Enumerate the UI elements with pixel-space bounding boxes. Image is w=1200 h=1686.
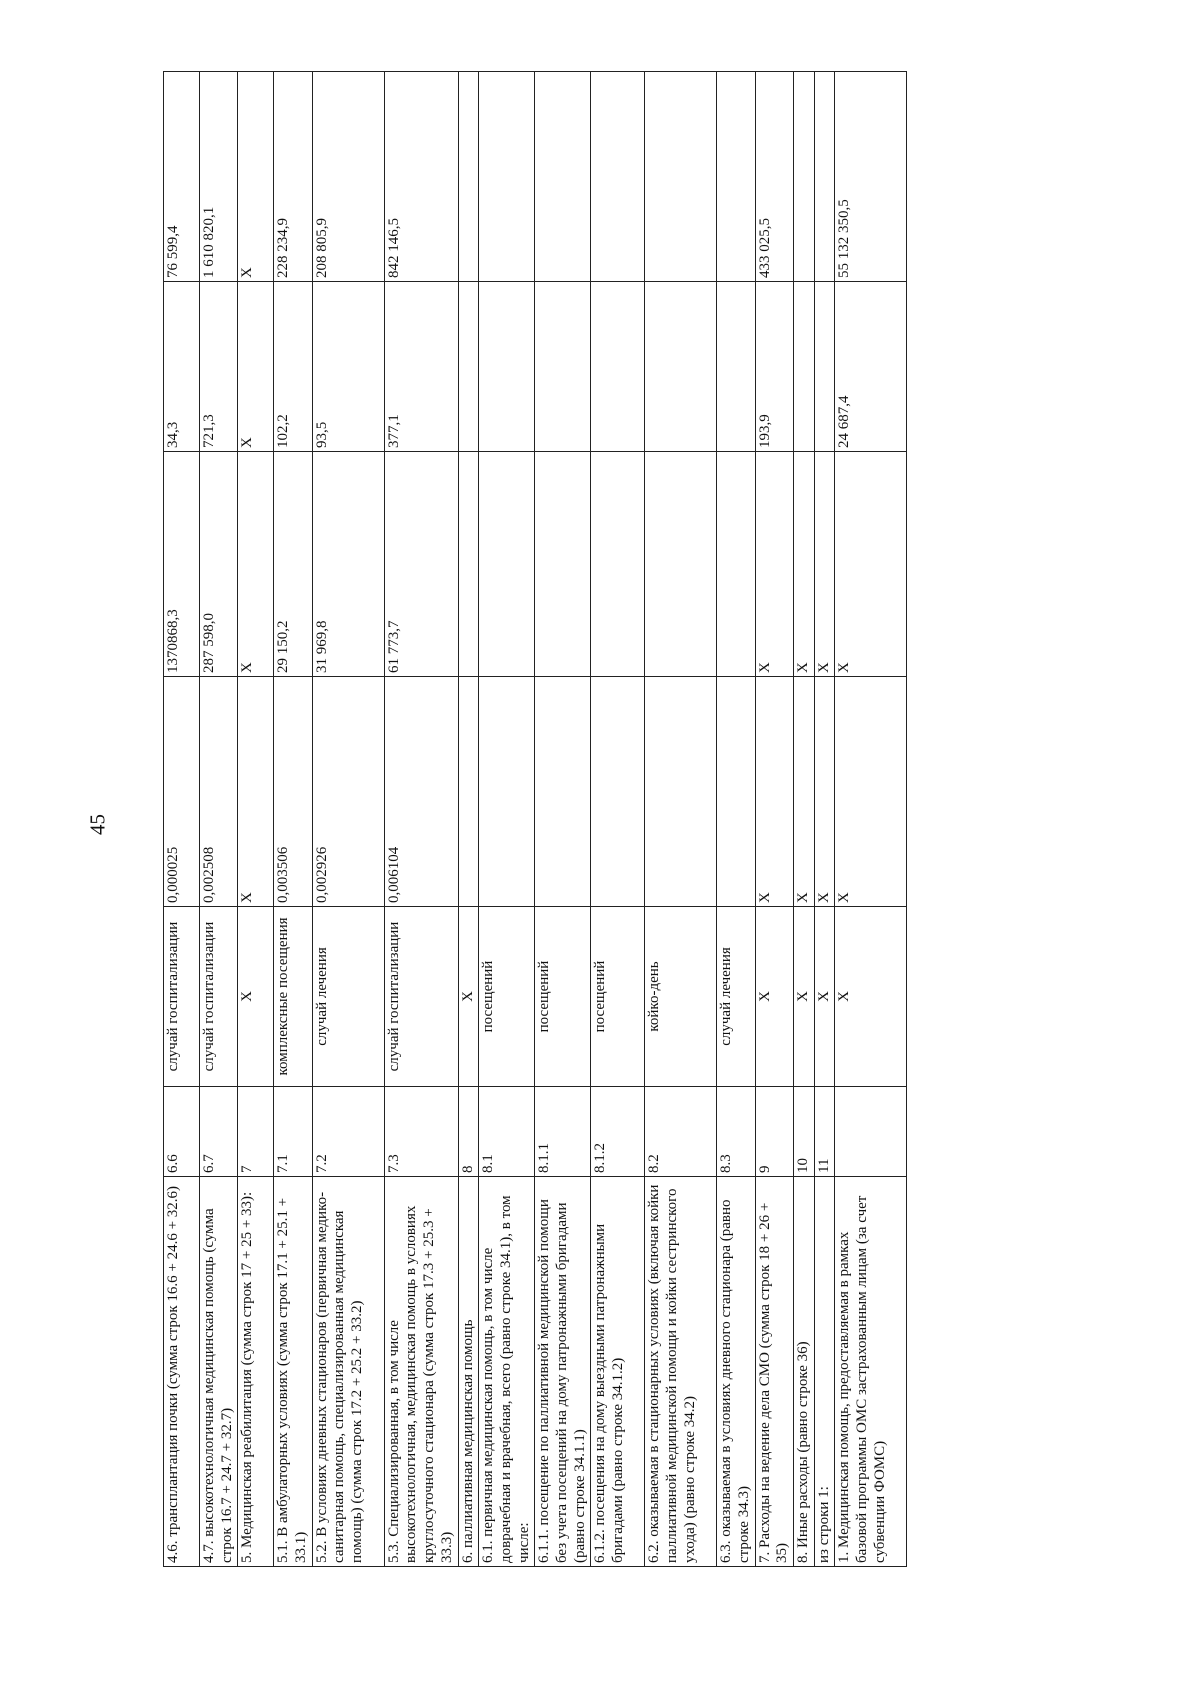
unit-cell: Х — [458, 907, 479, 1087]
total-cell — [479, 72, 535, 282]
volume-cell: 0,000025 — [164, 677, 200, 907]
norm-cell — [535, 452, 591, 677]
row-name-cell: 5.3. Специализированная, в том числе высокотехнологичная, медицинская помощь в условиях круглосуточного стационара (сумма строк 17.3 + 25.3 + 33.3) — [384, 1177, 458, 1567]
per-capita-cell — [794, 282, 815, 452]
page-number: 45 — [85, 814, 110, 835]
total-cell — [794, 72, 815, 282]
volume-cell: Х — [814, 677, 835, 907]
tariff-table — [163, 71, 907, 1567]
per-capita-cell: 93,5 — [312, 282, 384, 452]
norm-cell — [717, 452, 755, 677]
row-number-cell: 11 — [814, 1087, 835, 1177]
table-row — [312, 72, 384, 1567]
unit-cell: Х — [238, 907, 274, 1087]
row-name-cell: 4.7. высокотехнологичная медицинская помощь (сумма строк 16.7 + 24.7 + 32.7) — [200, 1177, 238, 1567]
per-capita-cell: 102,2 — [274, 282, 312, 452]
table-row — [591, 72, 645, 1567]
row-name-cell: 6.1.1. посещение по паллиативной медицинской помощи без учета посещений на дому патронажными бригадами (равно строке 34.1.1) — [535, 1177, 591, 1567]
row-name-cell: 8. Иные расходы (равно строке 36) — [794, 1177, 815, 1567]
row-number-cell: 9 — [755, 1087, 793, 1177]
norm-cell — [479, 452, 535, 677]
volume-cell: 0,006104 — [384, 677, 458, 907]
total-cell: 842 146,5 — [384, 72, 458, 282]
row-name-cell: 5. Медицинская реабилитация (сумма строк 17 + 25 + 33): — [238, 1177, 274, 1567]
row-number-cell: 8.1.2 — [591, 1087, 645, 1177]
row-number-cell — [835, 1087, 907, 1177]
per-capita-cell: 721,3 — [200, 282, 238, 452]
per-capita-cell — [479, 282, 535, 452]
table-row — [717, 72, 755, 1567]
unit-cell: Х — [814, 907, 835, 1087]
row-name-cell: 4.6. трансплантация почки (сумма строк 16.6 + 24.6 + 32.6) — [164, 1177, 200, 1567]
per-capita-cell — [717, 282, 755, 452]
norm-cell: Х — [835, 452, 907, 677]
norm-cell: Х — [794, 452, 815, 677]
total-cell: 76 599,4 — [164, 72, 200, 282]
unit-cell: Х — [835, 907, 907, 1087]
volume-cell: 0,003506 — [274, 677, 312, 907]
row-name-cell: 6.2. оказываемая в стационарных условиях (включая койки паллиативной медицинской помощи и койки сестринского ухода) (равно строке 34.2) — [645, 1177, 717, 1567]
row-number-cell: 8.3 — [717, 1087, 755, 1177]
unit-cell: случай лечения — [312, 907, 384, 1087]
row-name-cell: 7. Расходы на ведение дела СМО (сумма строк 18 + 26 + 35) — [755, 1177, 793, 1567]
volume-cell: Х — [238, 677, 274, 907]
per-capita-cell: 24 687,4 — [835, 282, 907, 452]
row-name-cell: 6.1. первичная медицинская помощь, в том числе доврачебная и врачебная, всего (равно строке 34.1), в том числе: — [479, 1177, 535, 1567]
norm-cell: 287 598,0 — [200, 452, 238, 677]
unit-cell: случай лечения — [717, 907, 755, 1087]
row-number-cell: 6.7 — [200, 1087, 238, 1177]
norm-cell: 1370868,3 — [164, 452, 200, 677]
table-row — [200, 72, 238, 1567]
volume-cell: 0,002926 — [312, 677, 384, 907]
table-row — [274, 72, 312, 1567]
row-number-cell: 7.1 — [274, 1087, 312, 1177]
table-row — [535, 72, 591, 1567]
total-cell — [717, 72, 755, 282]
volume-cell — [591, 677, 645, 907]
norm-cell: 29 150,2 — [274, 452, 312, 677]
row-name-cell: 5.1. В амбулаторных условиях (сумма строк 17.1 + 25.1 + 33.1) — [274, 1177, 312, 1567]
table-row — [755, 72, 793, 1567]
row-name-cell: 1. Медицинская помощь, предоставляемая в рамках базовой программы ОМС застрахованным лицам (за счет субвенции ФОМС) — [835, 1177, 907, 1567]
table-row — [814, 72, 835, 1567]
unit-cell: посещений — [535, 907, 591, 1087]
row-number-cell: 6.6 — [164, 1087, 200, 1177]
row-number-cell: 8.1 — [479, 1087, 535, 1177]
volume-cell: Х — [794, 677, 815, 907]
row-number-cell: 7.2 — [312, 1087, 384, 1177]
row-number-cell: 10 — [794, 1087, 815, 1177]
per-capita-cell — [591, 282, 645, 452]
total-cell: 208 805,9 — [312, 72, 384, 282]
norm-cell — [645, 452, 717, 677]
total-cell: 1 610 820,1 — [200, 72, 238, 282]
volume-cell: 0,002508 — [200, 677, 238, 907]
per-capita-cell: 34,3 — [164, 282, 200, 452]
table-row — [794, 72, 815, 1567]
row-name-cell: 6. паллиативная медицинская помощь — [458, 1177, 479, 1567]
per-capita-cell: 377,1 — [384, 282, 458, 452]
per-capita-cell — [814, 282, 835, 452]
table-row — [238, 72, 274, 1567]
unit-cell: посещений — [591, 907, 645, 1087]
norm-cell: 61 773,7 — [384, 452, 458, 677]
volume-cell — [535, 677, 591, 907]
per-capita-cell: Х — [238, 282, 274, 452]
row-number-cell: 8.2 — [645, 1087, 717, 1177]
row-number-cell: 7.3 — [384, 1087, 458, 1177]
total-cell: Х — [238, 72, 274, 282]
unit-cell: комплексные посещения — [274, 907, 312, 1087]
norm-cell: Х — [814, 452, 835, 677]
total-cell: 228 234,9 — [274, 72, 312, 282]
norm-cell: Х — [755, 452, 793, 677]
total-cell: 55 132 350,5 — [835, 72, 907, 282]
volume-cell — [645, 677, 717, 907]
table-body — [164, 72, 907, 1567]
table-row — [458, 72, 479, 1567]
row-name-cell: из строки 1: — [814, 1177, 835, 1567]
unit-cell: случай госпитализации — [384, 907, 458, 1087]
norm-cell: 31 969,8 — [312, 452, 384, 677]
volume-cell: Х — [755, 677, 793, 907]
volume-cell — [717, 677, 755, 907]
unit-cell: Х — [794, 907, 815, 1087]
table-row — [384, 72, 458, 1567]
total-cell — [458, 72, 479, 282]
unit-cell: случай госпитализации — [164, 907, 200, 1087]
table-row — [645, 72, 717, 1567]
norm-cell: Х — [238, 452, 274, 677]
row-number-cell: 8 — [458, 1087, 479, 1177]
unit-cell: койко-день — [645, 907, 717, 1087]
row-name-cell: 6.1.2. посещения на дому выездными патронажными бригадами (равно строке 34.1.2) — [591, 1177, 645, 1567]
unit-cell: Х — [755, 907, 793, 1087]
norm-cell — [458, 452, 479, 677]
total-cell — [591, 72, 645, 282]
row-name-cell: 6.3. оказываемая в условиях дневного стационара (равно строке 34.3) — [717, 1177, 755, 1567]
table-row — [164, 72, 200, 1567]
unit-cell: случай госпитализации — [200, 907, 238, 1087]
row-name-cell: 5.2. В условиях дневных стационаров (первичная медико-санитарная помощь, специализированная медицинская помощь) (сумма строк 17.2 + 25.2 + 33.2) — [312, 1177, 384, 1567]
table-row — [479, 72, 535, 1567]
volume-cell: Х — [835, 677, 907, 907]
volume-cell — [458, 677, 479, 907]
total-cell — [814, 72, 835, 282]
row-number-cell: 8.1.1 — [535, 1087, 591, 1177]
per-capita-cell — [645, 282, 717, 452]
per-capita-cell: 193,9 — [755, 282, 793, 452]
table-row — [835, 72, 907, 1567]
total-cell — [645, 72, 717, 282]
total-cell — [535, 72, 591, 282]
row-number-cell: 7 — [238, 1087, 274, 1177]
per-capita-cell — [535, 282, 591, 452]
per-capita-cell — [458, 282, 479, 452]
unit-cell: посещений — [479, 907, 535, 1087]
norm-cell — [591, 452, 645, 677]
total-cell: 433 025,5 — [755, 72, 793, 282]
volume-cell — [479, 677, 535, 907]
